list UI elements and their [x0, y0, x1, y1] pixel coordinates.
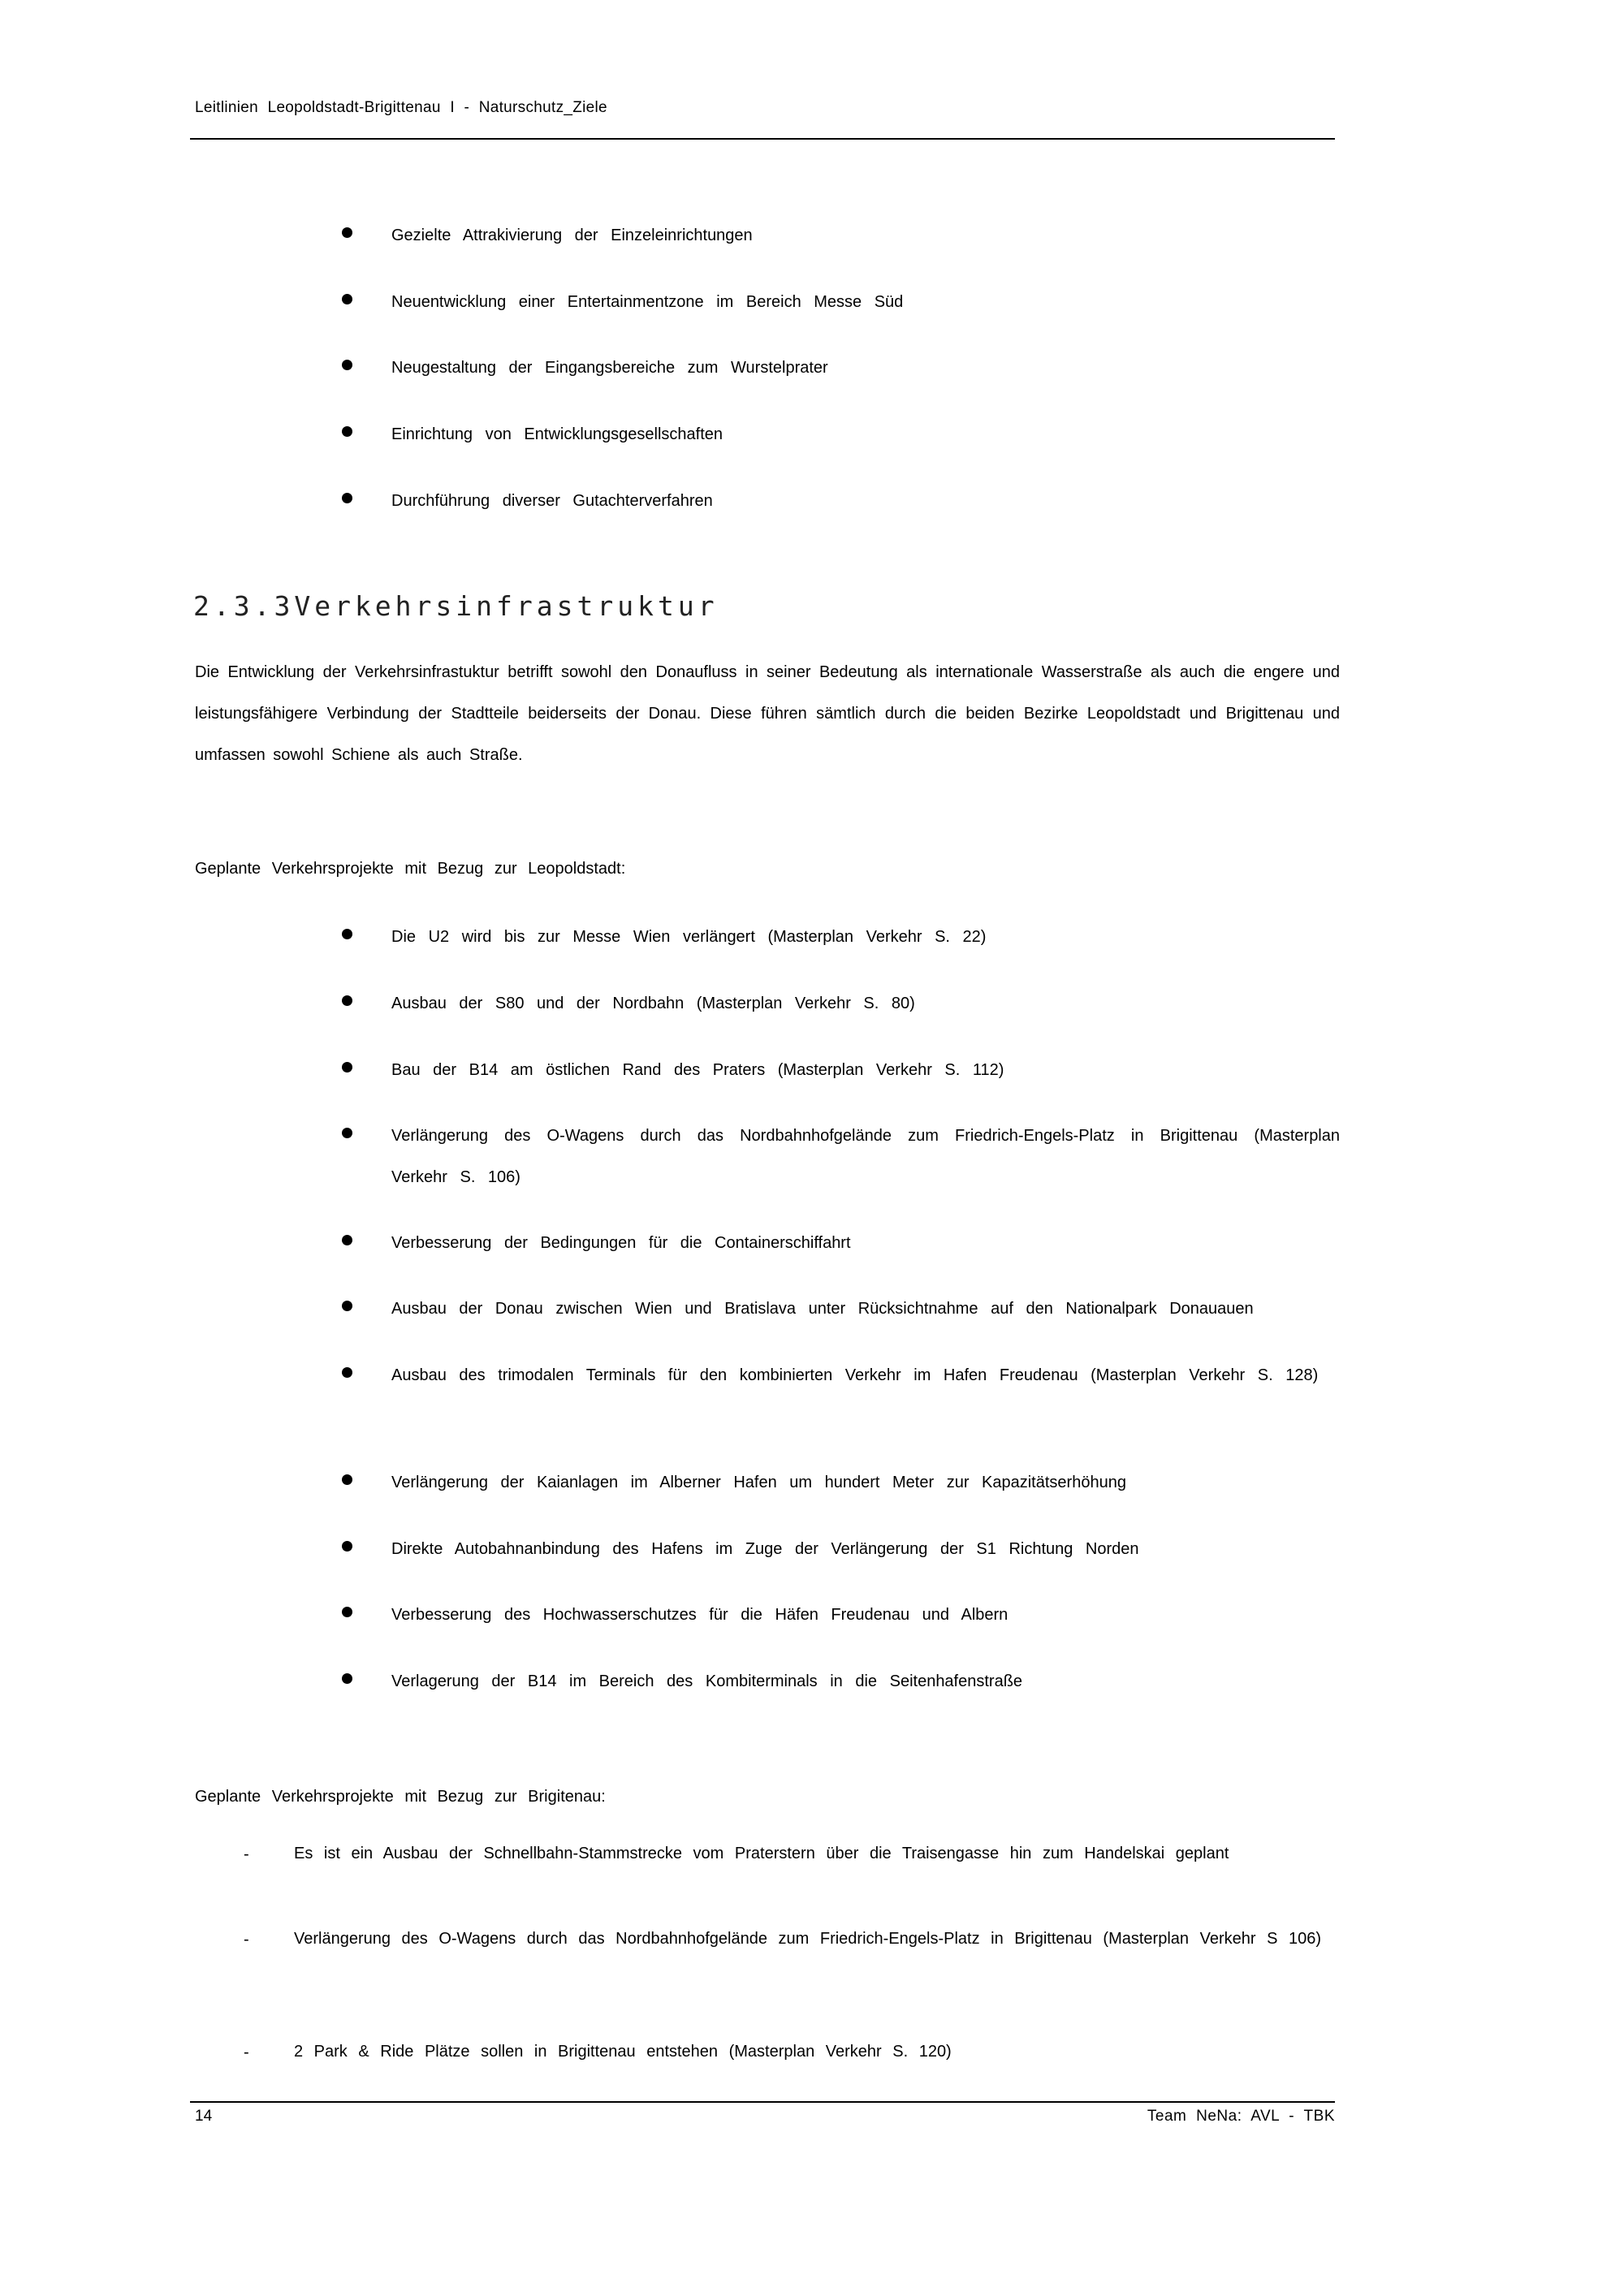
leopoldstadt-label: Geplante Verkehrsprojekte mit Bezug zur Leopoldstadt: — [195, 860, 626, 878]
section-paragraph: Die Entwicklung der Verkehrsinfrastuktur betrifft sowohl den Donaufluss in seiner Bedeutung als internationale Wasserstraße als auch die engere und leistungsfähigere Verbindung der Stadtteile beiderseits der Donau. Diese führen sämtlich durch die beiden Bezirke Leopoldstadt und Brigittenau und umfassen sowohl Schiene als auch Straße. — [195, 663, 1340, 764]
header-rule — [190, 138, 1335, 140]
bullet-icon — [342, 227, 352, 238]
section-heading: 2.3.3Verkehrsinfrastruktur — [193, 590, 719, 622]
list-item-text: Einrichtung von Entwicklungsgesellschaften — [391, 425, 723, 443]
bullet-icon — [342, 1474, 352, 1485]
bullet-icon — [342, 1301, 352, 1311]
footer-team: Team NeNa: AVL - TBK — [1147, 2108, 1335, 2125]
bullet-icon — [342, 360, 352, 370]
list-item-text: Durchführung diverser Gutachterverfahren — [391, 492, 713, 510]
list-item-text: Ausbau des trimodalen Terminals für den kombinierten Verkehr im Hafen Freudenau (Masterplan Verkehr S. 128) — [391, 1366, 1319, 1384]
list-item-text: Verbesserung des Hochwasserschutzes für die Häfen Freudenau und Albern — [391, 1606, 1009, 1624]
bullet-icon — [342, 493, 352, 503]
bullet-icon — [342, 1367, 352, 1378]
list-item-text: Verlängerung des O-Wagens durch das Nordbahnhofgelände zum Friedrich-Engels-Platz in Brigittenau (Masterplan Verkehr S. 106) — [391, 1127, 1340, 1186]
list-item-text: Neugestaltung der Eingangsbereiche zum Wurstelprater — [391, 359, 828, 377]
bullet-icon — [342, 1128, 352, 1138]
bullet-icon — [342, 294, 352, 304]
list-item-text: Verlängerung des O-Wagens durch das Nordbahnhofgelände zum Friedrich-Engels-Platz in Brigittenau (Masterplan Verkehr S 106) — [294, 1930, 1321, 1948]
list-item-text: Ausbau der Donau zwischen Wien und Bratislava unter Rücksichtnahme auf den Nationalpark Donauauen — [391, 1300, 1254, 1318]
bullet-icon — [342, 1062, 352, 1072]
bullet-icon — [342, 1235, 352, 1245]
dash-marker: - — [244, 1931, 249, 1949]
list-item-text: 2 Park & Ride Plätze sollen in Brigittenau entstehen (Masterplan Verkehr S. 120) — [294, 2043, 952, 2061]
bullet-icon — [342, 1607, 352, 1617]
list-item-text: Ausbau der S80 und der Nordbahn (Masterplan Verkehr S. 80) — [391, 995, 915, 1012]
running-header: Leitlinien Leopoldstadt-Brigittenau I - Naturschutz_Ziele — [195, 99, 607, 116]
dash-marker: - — [244, 1845, 249, 1863]
bullet-icon — [342, 995, 352, 1006]
list-item-text: Neuentwicklung einer Entertainmentzone im Bereich Messe Süd — [391, 293, 904, 311]
bullet-icon — [342, 929, 352, 939]
dash-marker: - — [244, 2044, 249, 2061]
bullet-icon — [342, 1541, 352, 1552]
list-item-text: Gezielte Attrakivierung der Einzeleinrichtungen — [391, 227, 753, 244]
list-item-text: Es ist ein Ausbau der Schnellbahn-Stammstrecke vom Praterstern über die Traisengasse hin zum Handelskai geplant — [294, 1845, 1229, 1862]
list-item-text: Verbesserung der Bedingungen für die Containerschiffahrt — [391, 1234, 851, 1252]
brigittenau-label: Geplante Verkehrsprojekte mit Bezug zur Brigitenau: — [195, 1788, 606, 1806]
bullet-icon — [342, 1673, 352, 1684]
list-item-text: Direkte Autobahnanbindung des Hafens im Zuge der Verlängerung der S1 Richtung Norden — [391, 1540, 1139, 1558]
footer-rule — [190, 2101, 1335, 2103]
list-item-text: Verlagerung der B14 im Bereich des Kombiterminals in die Seitenhafenstraße — [391, 1672, 1023, 1690]
page-number: 14 — [195, 2108, 213, 2125]
bullet-icon — [342, 426, 352, 437]
list-item-text: Verlängerung der Kaianlagen im Alberner Hafen um hundert Meter zur Kapazitätserhöhung — [391, 1474, 1126, 1491]
list-item-text: Die U2 wird bis zur Messe Wien verlängert (Masterplan Verkehr S. 22) — [391, 928, 987, 946]
list-item-text: Bau der B14 am östlichen Rand des Praters (Masterplan Verkehr S. 112) — [391, 1061, 1004, 1079]
